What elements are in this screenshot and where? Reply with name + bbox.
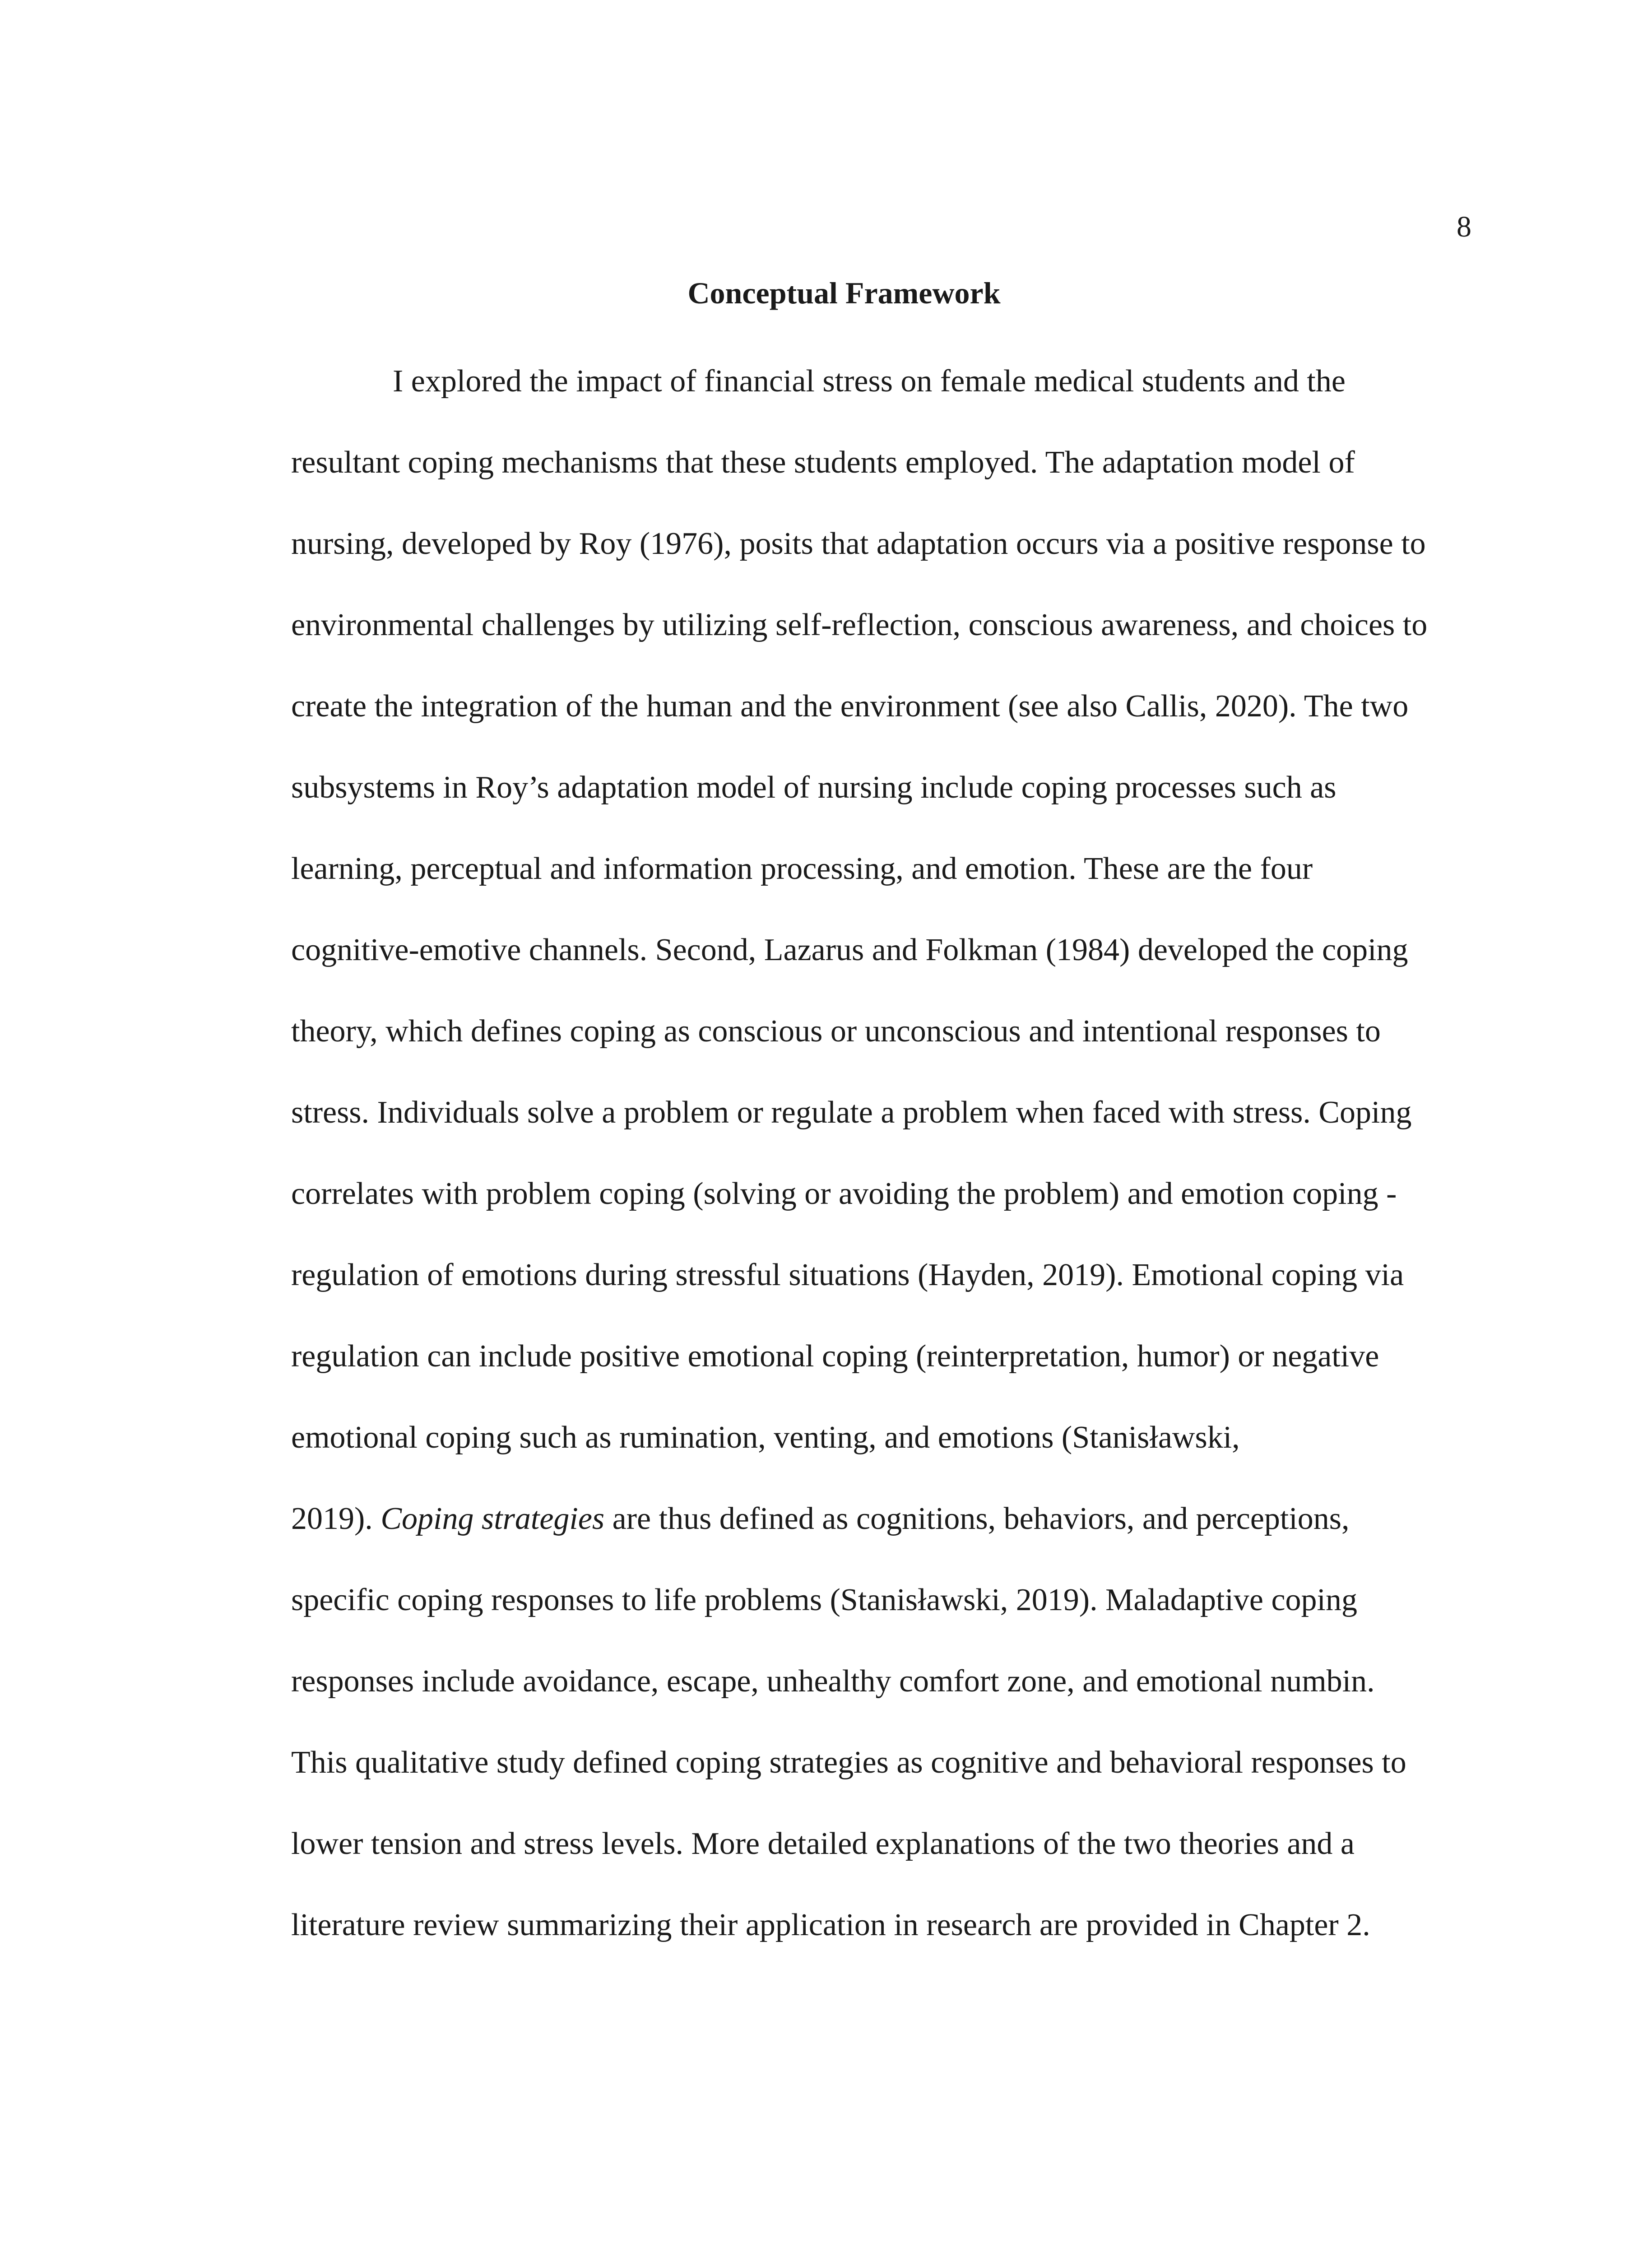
paragraph-line: learning, perceptual and information processing, and emotion. These are the four	[291, 851, 1313, 886]
paragraph-line: cognitive-emotive channels. Second, Lazarus and Folkman (1984) developed the coping	[291, 933, 1408, 967]
paragraph-line: subsystems in Roy’s adaptation model of nursing include coping processes such as	[291, 770, 1336, 805]
paragraph-line: regulation can include positive emotional coping (reinterpretation, humor) or negative	[291, 1339, 1379, 1374]
paragraph-line	[291, 1503, 1350, 1535]
line-text: 2019).	[291, 1501, 381, 1536]
paragraph-line: regulation of emotions during stressful situations (Hayden, 2019). Emotional coping via	[291, 1258, 1404, 1292]
paragraph-line: I explored the impact of financial stress on female medical students and the	[393, 364, 1346, 399]
section-heading: Conceptual Framework	[687, 276, 1001, 310]
paragraph-line: emotional coping such as rumination, venting, and emotions (Stanisławski,	[291, 1420, 1240, 1455]
page-number: 8	[1457, 210, 1471, 243]
paragraph-line: nursing, developed by Roy (1976), posits that adaptation occurs via a positive response to	[291, 526, 1426, 561]
paragraph-line: literature review summarizing their application in research are provided in Chapter 2.	[291, 1908, 1370, 1942]
paragraph-line: stress. Individuals solve a problem or regulate a problem when faced with stress. Coping	[291, 1095, 1412, 1130]
paragraph-line: lower tension and stress levels. More detailed explanations of the two theories and a	[291, 1826, 1355, 1861]
line-text: are thus defined as cognitions, behaviors, and perceptions,	[604, 1501, 1350, 1536]
italic-term: Coping strategies	[381, 1501, 605, 1536]
paragraph-line: create the integration of the human and the environment (see also Callis, 2020). The two	[291, 689, 1409, 724]
paragraph-line: specific coping responses to life problems (Stanisławski, 2019). Maladaptive coping	[291, 1583, 1357, 1617]
paragraph-line: responses include avoidance, escape, unhealthy comfort zone, and emotional numbin.	[291, 1664, 1375, 1699]
paragraph-line: This qualitative study defined coping strategies as cognitive and behavioral responses to	[291, 1745, 1406, 1780]
paragraph-line: theory, which defines coping as conscious or unconscious and intentional responses to	[291, 1014, 1381, 1049]
paragraph-line: correlates with problem coping (solving or avoiding the problem) and emotion coping -	[291, 1176, 1397, 1211]
paragraph-line: resultant coping mechanisms that these students employed. The adaptation model of	[291, 445, 1355, 480]
paragraph-line: environmental challenges by utilizing self-reflection, conscious awareness, and choices to	[291, 608, 1428, 642]
